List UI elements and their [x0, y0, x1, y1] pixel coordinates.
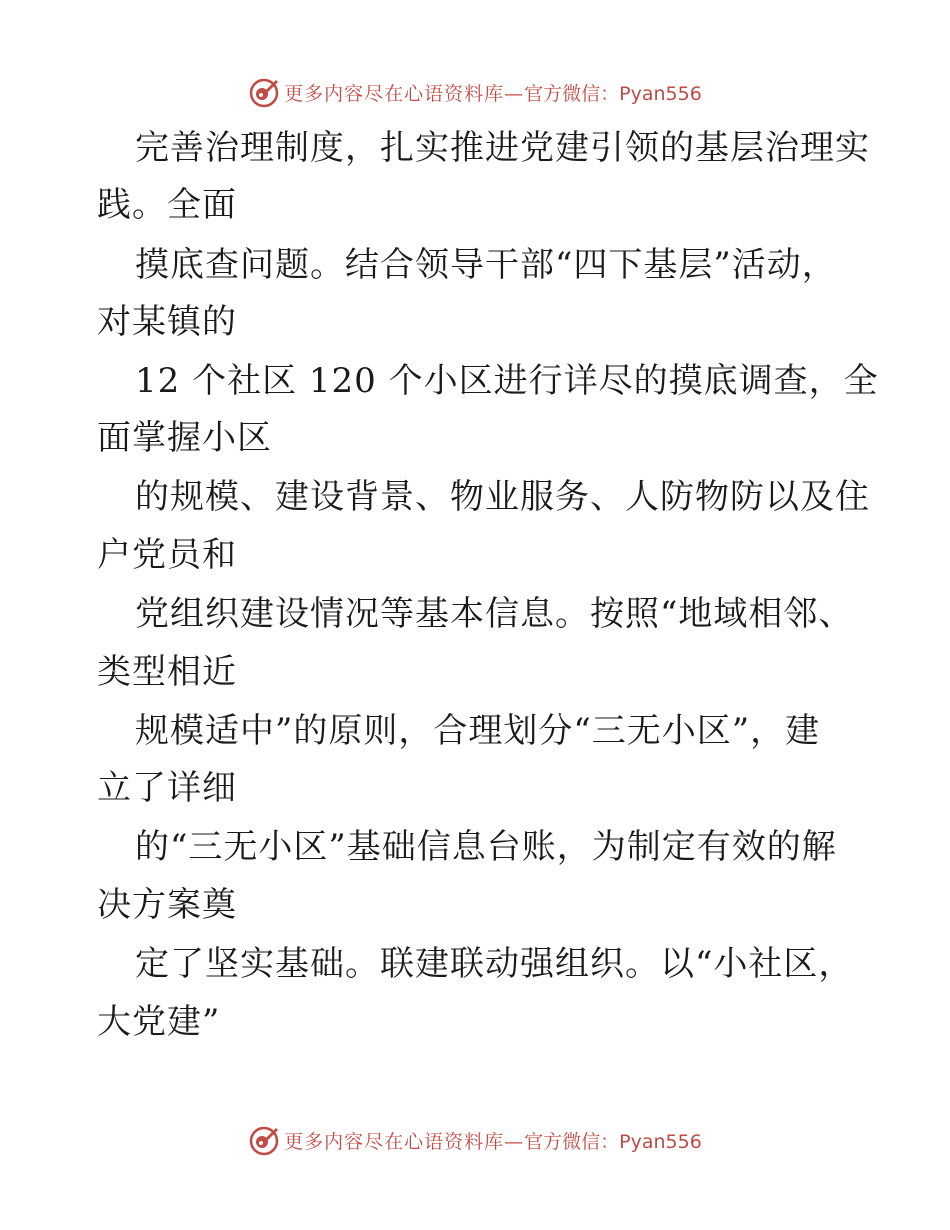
text-line: 决方案奠: [97, 885, 237, 925]
text-line: 对某镇的: [97, 302, 237, 342]
header-banner: [0, 72, 950, 112]
text-line: 完善治理制度，扎实推进党建引领的基层治理实: [135, 128, 870, 168]
footer-banner: [0, 1120, 950, 1160]
banner-text: 更多内容尽在心语资料库—: [284, 1130, 525, 1153]
text-line: 立了详细: [97, 768, 237, 808]
text-line: 践。全面: [97, 185, 237, 225]
banner-wechat: 官方微信：Pyan556: [524, 82, 702, 105]
text-line: 党组织建设情况等基本信息。按照“地域相邻、: [135, 594, 854, 634]
text-line: 12 个社区 120 个小区进行详尽的摸底调查，全: [135, 361, 879, 401]
banner-wechat: 官方微信：Pyan556: [524, 1130, 702, 1153]
pen-logo-icon: [248, 1124, 280, 1156]
text-line: 的规模、建设背景、物业服务、人防物防以及住: [135, 477, 870, 517]
text-line: 摸底查问题。结合领导干部“四下基层”活动，: [135, 245, 837, 285]
pen-logo-icon: [248, 76, 280, 108]
text-line: 规模适中”的原则，合理划分“三无小区”，建: [135, 711, 821, 751]
text-line: 类型相近: [97, 652, 237, 692]
text-line: 户党员和: [97, 535, 237, 575]
text-line: 定了坚实基础。联建联动强组织。以“小社区，: [135, 944, 854, 984]
text-line: 面掌握小区: [97, 418, 272, 458]
banner-text: 更多内容尽在心语资料库—: [284, 82, 525, 105]
text-line: 大党建”: [97, 1002, 221, 1042]
text-line: 的“三无小区”基础信息台账，为制定有效的解: [135, 827, 837, 867]
